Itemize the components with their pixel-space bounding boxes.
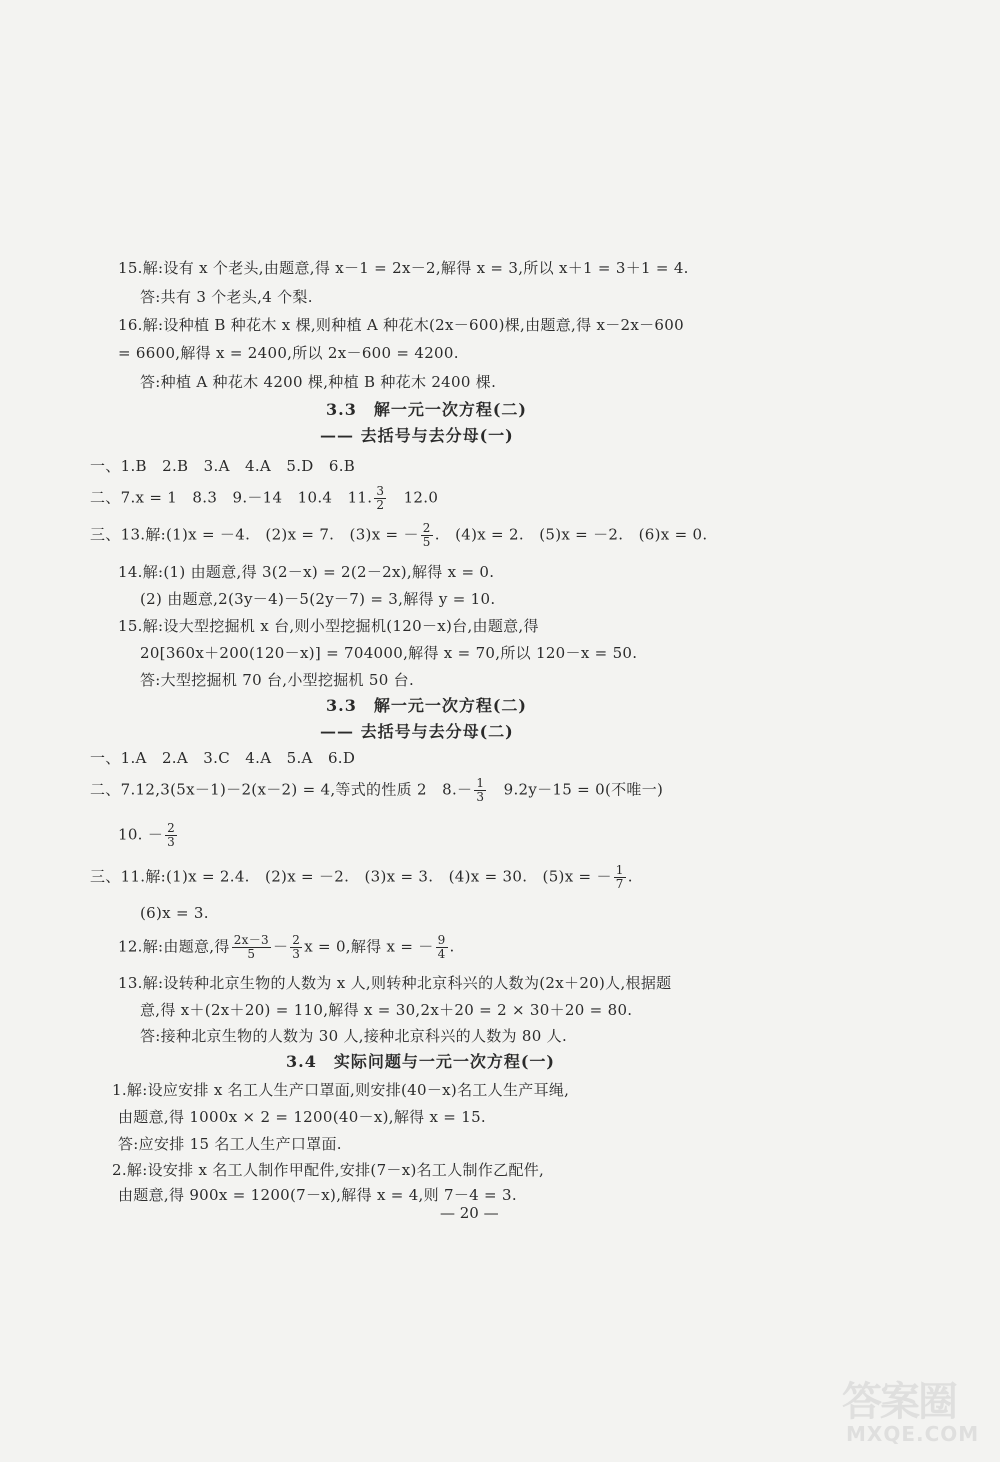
section-heading: 3.4 实际问题与一元一次方程(一) [286, 1052, 555, 1071]
answer-line [90, 522, 707, 549]
answer-text: x = 0,解得 x = － [304, 937, 434, 956]
answer-line: 答:共有 3 个老头,4 个梨. [140, 288, 313, 306]
fraction [474, 777, 486, 804]
answer-line: 答:大型挖掘机 70 台,小型挖掘机 50 台. [140, 671, 415, 689]
answer-text: － [272, 937, 289, 956]
denominator: 3 [292, 947, 301, 961]
numerator: 2 [292, 933, 301, 947]
answer-line [90, 485, 438, 512]
answer-line: 13.解:设转种北京生物的人数为 x 人,则转种北京科兴的人数为(2x＋20)人,根据题 [118, 974, 672, 992]
answer-line [90, 777, 663, 804]
answer-line: 2.解:设安排 x 名工人制作甲配件,安排(7－x)名工人制作乙配件, [112, 1161, 545, 1179]
section-subheading: —— 去括号与去分母(一) [320, 426, 514, 445]
numerator: 2 [167, 821, 176, 835]
answer-text: 三、13.解:(1)x = －4. (2)x = 7. (3)x = － [90, 525, 419, 544]
answer-text: 二、7.12,3(5x－1)－2(x－2) = 4,等式的性质 2 8.－ [90, 780, 473, 799]
answer-line: 16.解:设种植 B 种花木 x 棵,则种植 A 种花木(2x－600)棵,由题意,得 x－2x－600 [118, 316, 684, 334]
denominator: 7 [615, 877, 624, 891]
denominator: 3 [476, 790, 485, 804]
answer-line: 14.解:(1) 由题意,得 3(2－x) = 2(2－2x),解得 x = 0. [118, 563, 495, 581]
numerator: 1 [476, 776, 485, 790]
watermark-text: 答案圈 [842, 1379, 956, 1425]
numerator: 9 [437, 933, 446, 947]
answer-text: 10. － [118, 825, 164, 844]
answer-line: 15.解:设有 x 个老头,由题意,得 x－1 = 2x－2,解得 x = 3,所以 x＋1 = 3＋1 = 4. [118, 259, 689, 277]
answer-line: 答:应安排 15 名工人生产口罩面. [118, 1135, 342, 1153]
watermark-logo [842, 1370, 982, 1450]
denominator: 5 [422, 535, 431, 549]
answer-text: . [449, 937, 455, 956]
answer-line: 由题意,得 900x = 1200(7－x),解得 x = 4,则 7－4 = 3. [118, 1186, 517, 1204]
answer-line: 一、1.A 2.A 3.C 4.A 5.A 6.D [90, 749, 356, 767]
answer-line: 答:接种北京生物的人数为 30 人,接种北京科兴的人数为 80 人. [140, 1027, 568, 1045]
answer-line: 答:种植 A 种花木 4200 棵,种植 B 种花木 2400 棵. [140, 373, 497, 391]
denominator: 2 [376, 498, 385, 512]
numerator: 1 [615, 863, 624, 877]
section-subheading: —— 去括号与去分母(二) [320, 722, 514, 741]
answer-line: 15.解:设大型挖掘机 x 台,则小型挖掘机(120－x)台,由题意,得 [118, 617, 539, 635]
page-number: — 20 — [440, 1204, 499, 1222]
fraction [436, 934, 448, 961]
answer-text: 12.0 [388, 488, 439, 507]
fraction [374, 485, 386, 512]
answer-line [118, 822, 179, 849]
section-heading: 3.3 解一元一次方程(二) [326, 696, 527, 715]
fraction [165, 822, 177, 849]
numerator: 2 [422, 521, 431, 535]
answer-line [90, 864, 633, 891]
answer-text: 三、11.解:(1)x = 2.4. (2)x = －2. (3)x = 3. (4)x = 30. (5)x = － [90, 867, 612, 886]
answer-text: . [627, 867, 633, 886]
section-heading: 3.3 解一元一次方程(二) [326, 400, 527, 419]
answer-line: (6)x = 3. [140, 904, 209, 922]
answer-line: 1.解:设应安排 x 名工人生产口罩面,则安排(40－x)名工人生产耳绳, [112, 1081, 570, 1099]
numerator: 3 [376, 484, 385, 498]
answer-text: . (4)x = 2. (5)x = －2. (6)x = 0. [434, 525, 708, 544]
denominator: 5 [247, 947, 256, 961]
answer-line: 由题意,得 1000x × 2 = 1200(40－x),解得 x = 15. [118, 1108, 487, 1126]
answer-text: 12.解:由题意,得 [118, 937, 230, 956]
answer-line: = 6600,解得 x = 2400,所以 2x－600 = 4200. [118, 344, 459, 362]
numerator: 2x－3 [233, 933, 269, 947]
answer-line: 意,得 x＋(2x＋20) = 110,解得 x = 30,2x＋20 = 2 × 30＋20 = 80. [140, 1001, 633, 1019]
watermark-url: MXQE.COM [846, 1422, 980, 1446]
fraction [421, 522, 433, 549]
answer-text: 9.2y－15 = 0(不唯一) [488, 780, 664, 799]
answer-text: 二、7.x = 1 8.3 9.－14 10.4 11. [90, 488, 373, 507]
answer-line: 一、1.B 2.B 3.A 4.A 5.D 6.B [90, 457, 356, 475]
fraction [290, 934, 302, 961]
fraction [614, 864, 626, 891]
fraction [232, 934, 271, 961]
answer-line: 20[360x＋200(120－x)] = 704000,解得 x = 70,所以 120－x = 50. [140, 644, 638, 662]
answer-line: (2) 由题意,2(3y－4)－5(2y－7) = 3,解得 y = 10. [140, 590, 496, 608]
denominator: 4 [437, 947, 446, 961]
denominator: 3 [167, 835, 176, 849]
answer-line [118, 934, 455, 961]
